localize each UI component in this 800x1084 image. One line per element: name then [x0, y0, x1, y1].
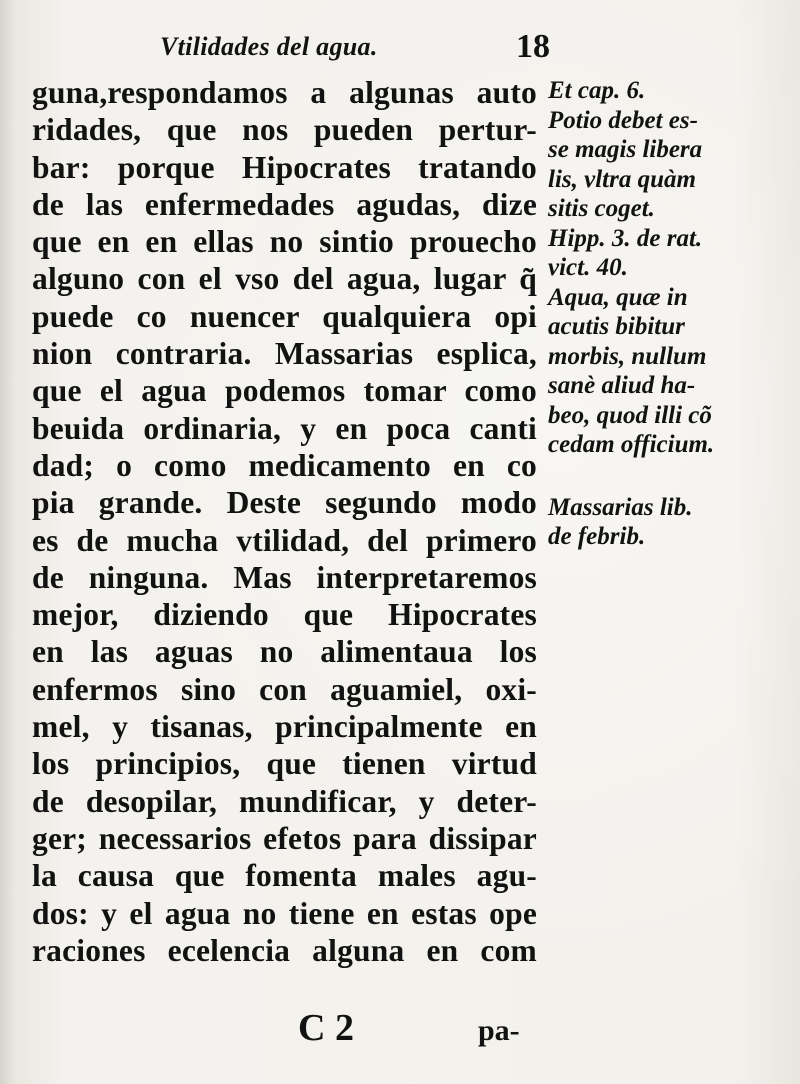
- text-line: beuida ordinaria, y en poca canti: [32, 410, 537, 446]
- page-header: [160, 28, 550, 68]
- text-line: los principios, que tienen virtud: [32, 746, 537, 782]
- page-number: 18: [516, 28, 550, 65]
- text-line: raciones ecelencia alguna en com: [32, 932, 537, 968]
- margin-note-line: vict. 40.: [548, 254, 628, 281]
- text-line: dos: y el agua no tiene en estas ope: [32, 895, 537, 931]
- text-line: dad; o como medicamento en co: [32, 447, 537, 483]
- margin-note-line: se magis libera: [548, 136, 703, 163]
- text-line: alguno con el vso del agua, lugar q̃: [32, 261, 537, 297]
- text-line: la causa que fomenta males agu-: [32, 858, 537, 894]
- margin-note-line: de febrib.: [548, 523, 646, 550]
- text-line: pia grande. Deste segundo modo: [32, 485, 537, 521]
- margin-note-line: beo, quod illi cõ: [548, 401, 712, 429]
- margin-note-line: Hipp. 3. de rat.: [548, 224, 703, 252]
- text-line: bar: porque Hipocrates tratando: [32, 149, 537, 185]
- text-line: en las aguas no alimentaua los: [32, 634, 537, 670]
- text-line: es de mucha vtilidad, del primero: [32, 522, 537, 558]
- signature-mark: C 2: [298, 1007, 354, 1049]
- margin-note-line: Massarias lib.: [548, 493, 693, 521]
- margin-note-line: cedam officium.: [548, 431, 715, 458]
- page-footer: [0, 1006, 800, 1056]
- catchword: pa-: [478, 1014, 520, 1047]
- text-line: puede co nuencer qualquiera opi: [32, 298, 537, 334]
- margin-spacer: [548, 460, 784, 493]
- page-edge-shadow: [0, 0, 14, 1084]
- main-text-column: [32, 74, 537, 969]
- text-line: ger; necessarios efetos para dissipar: [32, 820, 537, 856]
- text-line: guna,respondamos a algunas auto: [32, 75, 537, 110]
- text-line: nion contraria. Massarias esplica,: [32, 336, 537, 372]
- text-line: enfermos sino con aguamiel, oxi-: [32, 671, 537, 707]
- text-line: mejor, diziendo que Hipocrates: [32, 597, 537, 633]
- marginal-notes: [548, 76, 784, 552]
- margin-note-line: Potio debet es-: [548, 106, 698, 134]
- margin-note-line: Aqua, quæ in: [548, 283, 688, 311]
- text-line: de las enfermedades agudas, dize: [32, 186, 537, 222]
- text-line: mel, y tisanas, principalmente en: [32, 709, 537, 745]
- margin-note-line: sanè aliud ha-: [548, 372, 696, 399]
- margin-note-line: Et cap. 6.: [548, 77, 646, 104]
- text-line: que el agua podemos tomar como: [32, 373, 537, 409]
- margin-note-line: acutis bibitur: [548, 313, 685, 340]
- text-line: que en en ellas no sintio prouecho: [32, 224, 537, 260]
- margin-note-line: sitis coget.: [548, 195, 655, 222]
- text-line: de ninguna. Mas interpretaremos: [32, 559, 537, 595]
- text-line: de desopilar, mundificar, y deter-: [32, 783, 537, 819]
- margin-note-line: lis, vltra quàm: [548, 165, 696, 193]
- running-title: Vtilidades del agua.: [160, 32, 378, 61]
- margin-note-line: morbis, nullum: [548, 342, 707, 370]
- text-line: ridades, que nos pueden pertur-: [32, 112, 537, 148]
